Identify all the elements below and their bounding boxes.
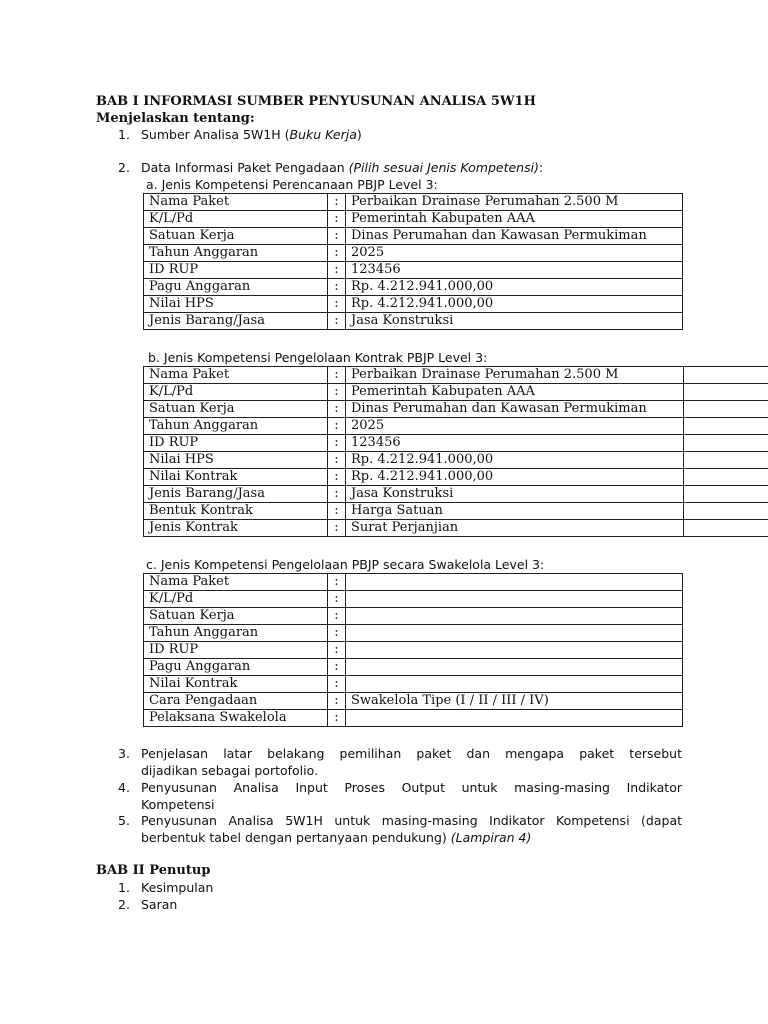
- field-extra: [684, 367, 768, 384]
- table-row: [144, 486, 768, 503]
- field-label: Nilai Kontrak: [144, 469, 328, 486]
- bab1-subtitle: Menjelaskan tentang:: [96, 111, 255, 126]
- list-item-text: Sumber Analisa 5W1H (: [141, 127, 290, 142]
- field-separator: :: [328, 503, 346, 520]
- field-separator: :: [328, 313, 346, 330]
- field-separator: :: [328, 625, 346, 642]
- field-label: Nilai HPS: [144, 452, 328, 469]
- field-value: 123456: [346, 435, 684, 452]
- field-label: ID RUP: [144, 435, 328, 452]
- field-value: 123456: [346, 262, 683, 279]
- field-value: Rp. 4.212.941.000,00: [346, 279, 683, 296]
- table-row: [144, 367, 768, 384]
- field-label: ID RUP: [144, 642, 328, 659]
- list-number: 1.: [118, 127, 130, 142]
- field-label: Nama Paket: [144, 574, 328, 591]
- field-label: Nilai HPS: [144, 296, 328, 313]
- field-value: Rp. 4.212.941.000,00: [346, 452, 684, 469]
- field-value: Dinas Perumahan dan Kawasan Permukiman: [346, 228, 683, 245]
- table-row: [144, 211, 683, 228]
- field-extra: [684, 503, 768, 520]
- field-separator: :: [328, 608, 346, 625]
- field-value: 2025: [346, 245, 683, 262]
- table-row: [144, 574, 683, 591]
- field-separator: :: [328, 591, 346, 608]
- field-separator: :: [328, 676, 346, 693]
- field-separator: :: [328, 520, 346, 537]
- table-pengelolaan-kontrak: [143, 366, 768, 537]
- field-label: Pagu Anggaran: [144, 279, 328, 296]
- field-separator: :: [328, 574, 346, 591]
- field-value: Pemerintah Kabupaten AAA: [346, 211, 683, 228]
- table-row: [144, 659, 683, 676]
- table-row: [144, 452, 768, 469]
- field-separator: :: [328, 418, 346, 435]
- field-label: Tahun Anggaran: [144, 625, 328, 642]
- table-row: [144, 625, 683, 642]
- table-row: [144, 591, 683, 608]
- list-item-end: :: [538, 160, 544, 175]
- field-separator: :: [328, 228, 346, 245]
- field-value: Dinas Perumahan dan Kawasan Permukiman: [346, 401, 684, 418]
- field-label: Pagu Anggaran: [144, 659, 328, 676]
- list-item-5w1h-line1: Penyusunan Analisa 5W1H untuk masing-masing Indikator Kompetensi (dapat: [141, 813, 682, 828]
- list-item-5w1h-line2: [141, 830, 531, 846]
- field-separator: :: [328, 194, 346, 211]
- field-separator: :: [328, 659, 346, 676]
- field-label: Bentuk Kontrak: [144, 503, 328, 520]
- list-item-italic: Buku Kerja: [289, 127, 357, 142]
- table-row: [144, 245, 683, 262]
- field-label: Jenis Barang/Jasa: [144, 486, 328, 503]
- list-item-italic: (Lampiran 4): [450, 830, 532, 845]
- field-extra: [684, 486, 768, 503]
- field-label: Tahun Anggaran: [144, 418, 328, 435]
- field-separator: :: [328, 710, 346, 727]
- field-value: Pemerintah Kabupaten AAA: [346, 384, 684, 401]
- table-row: [144, 710, 683, 727]
- field-value: [346, 591, 683, 608]
- field-separator: :: [328, 693, 346, 710]
- list-item-sumber: [141, 127, 362, 143]
- field-value: Perbaikan Drainase Perumahan 2.500 M: [346, 194, 683, 211]
- list-number: 5.: [118, 813, 130, 828]
- field-value: [346, 659, 683, 676]
- table-row: [144, 401, 768, 418]
- field-label: K/L/Pd: [144, 211, 328, 228]
- field-extra: [684, 384, 768, 401]
- field-label: ID RUP: [144, 262, 328, 279]
- field-value: [346, 710, 683, 727]
- field-extra: [684, 418, 768, 435]
- table-row: [144, 418, 768, 435]
- table-row: [144, 676, 683, 693]
- field-separator: :: [328, 367, 346, 384]
- field-separator: :: [328, 211, 346, 228]
- list-item-penjelasan-line1: Penjelasan latar belakang pemilihan paket dan mengapa paket tersebut: [141, 746, 682, 761]
- field-label: Satuan Kerja: [144, 401, 328, 418]
- list-item-saran: Saran: [141, 897, 178, 912]
- table-row: [144, 608, 683, 625]
- field-separator: :: [328, 296, 346, 313]
- section-a-label: a. Jenis Kompetensi Perencanaan PBJP Level 3:: [146, 177, 438, 192]
- table-row: [144, 296, 683, 313]
- field-separator: :: [328, 279, 346, 296]
- field-separator: :: [328, 642, 346, 659]
- bab2-title: BAB II Penutup: [96, 863, 211, 878]
- table-row: [144, 693, 683, 710]
- table-perencanaan: [143, 193, 683, 330]
- field-extra: [684, 520, 768, 537]
- table-row: [144, 435, 768, 452]
- table-row: [144, 279, 683, 296]
- field-separator: :: [328, 452, 346, 469]
- field-value: Perbaikan Drainase Perumahan 2.500 M: [346, 367, 684, 384]
- field-label: K/L/Pd: [144, 384, 328, 401]
- field-label: Pelaksana Swakelola: [144, 710, 328, 727]
- field-extra: [684, 452, 768, 469]
- field-separator: :: [328, 469, 346, 486]
- list-item-data-informasi: [141, 160, 543, 176]
- field-label: Jenis Barang/Jasa: [144, 313, 328, 330]
- field-label: Nama Paket: [144, 367, 328, 384]
- field-value: Jasa Konstruksi: [346, 486, 684, 503]
- field-label: Nilai Kontrak: [144, 676, 328, 693]
- field-value: [346, 608, 683, 625]
- list-number: 4.: [118, 780, 130, 795]
- list-number: 1.: [118, 880, 130, 895]
- field-value: Harga Satuan: [346, 503, 684, 520]
- field-value: [346, 642, 683, 659]
- field-extra: [684, 401, 768, 418]
- list-item-text: berbentuk tabel dengan pertanyaan pendukung): [141, 830, 451, 845]
- list-item-penjelasan-line2: dijadikan sebagai portofolio.: [141, 763, 319, 778]
- field-value: [346, 676, 683, 693]
- list-item-end: ): [356, 127, 362, 142]
- list-item-text: Data Informasi Paket Pengadaan: [141, 160, 349, 175]
- field-label: Cara Pengadaan: [144, 693, 328, 710]
- list-item-ipo-line2: Kompetensi: [141, 797, 215, 812]
- field-label: Satuan Kerja: [144, 228, 328, 245]
- table-row: [144, 469, 768, 486]
- table-row: [144, 642, 683, 659]
- section-c-label: c. Jenis Kompetensi Pengelolaan PBJP secara Swakelola Level 3:: [146, 557, 545, 572]
- table-row: [144, 262, 683, 279]
- bab1-title: BAB I INFORMASI SUMBER PENYUSUNAN ANALISA 5W1H: [96, 94, 536, 109]
- field-value: Swakelola Tipe (I / II / III / IV): [346, 693, 683, 710]
- field-value: 2025: [346, 418, 684, 435]
- field-value: Rp. 4.212.941.000,00: [346, 469, 684, 486]
- field-value: Jasa Konstruksi: [346, 313, 683, 330]
- field-label: Tahun Anggaran: [144, 245, 328, 262]
- table-row: [144, 503, 768, 520]
- field-separator: :: [328, 384, 346, 401]
- field-value: [346, 625, 683, 642]
- table-row: [144, 520, 768, 537]
- field-value: Surat Perjanjian: [346, 520, 684, 537]
- field-label: Jenis Kontrak: [144, 520, 328, 537]
- field-extra: [684, 435, 768, 452]
- field-label: Nama Paket: [144, 194, 328, 211]
- field-extra: [684, 469, 768, 486]
- list-item-kesimpulan: Kesimpulan: [141, 880, 214, 895]
- table-row: [144, 228, 683, 245]
- field-separator: :: [328, 245, 346, 262]
- table-row: [144, 194, 683, 211]
- field-label: K/L/Pd: [144, 591, 328, 608]
- field-label: Satuan Kerja: [144, 608, 328, 625]
- list-item-italic: (Pilih sesuai Jenis Kompetensi): [348, 160, 539, 175]
- field-value: [346, 574, 683, 591]
- list-number: 3.: [118, 746, 130, 761]
- table-row: [144, 384, 768, 401]
- field-separator: :: [328, 486, 346, 503]
- field-separator: :: [328, 401, 346, 418]
- list-number: 2.: [118, 160, 130, 175]
- field-separator: :: [328, 262, 346, 279]
- field-value: Rp. 4.212.941.000,00: [346, 296, 683, 313]
- table-swakelola: [143, 573, 683, 727]
- list-number: 2.: [118, 897, 130, 912]
- field-separator: :: [328, 435, 346, 452]
- section-b-label: b. Jenis Kompetensi Pengelolaan Kontrak PBJP Level 3:: [148, 350, 488, 365]
- list-item-ipo-line1: Penyusunan Analisa Input Proses Output untuk masing-masing Indikator: [141, 780, 682, 795]
- table-row: [144, 313, 683, 330]
